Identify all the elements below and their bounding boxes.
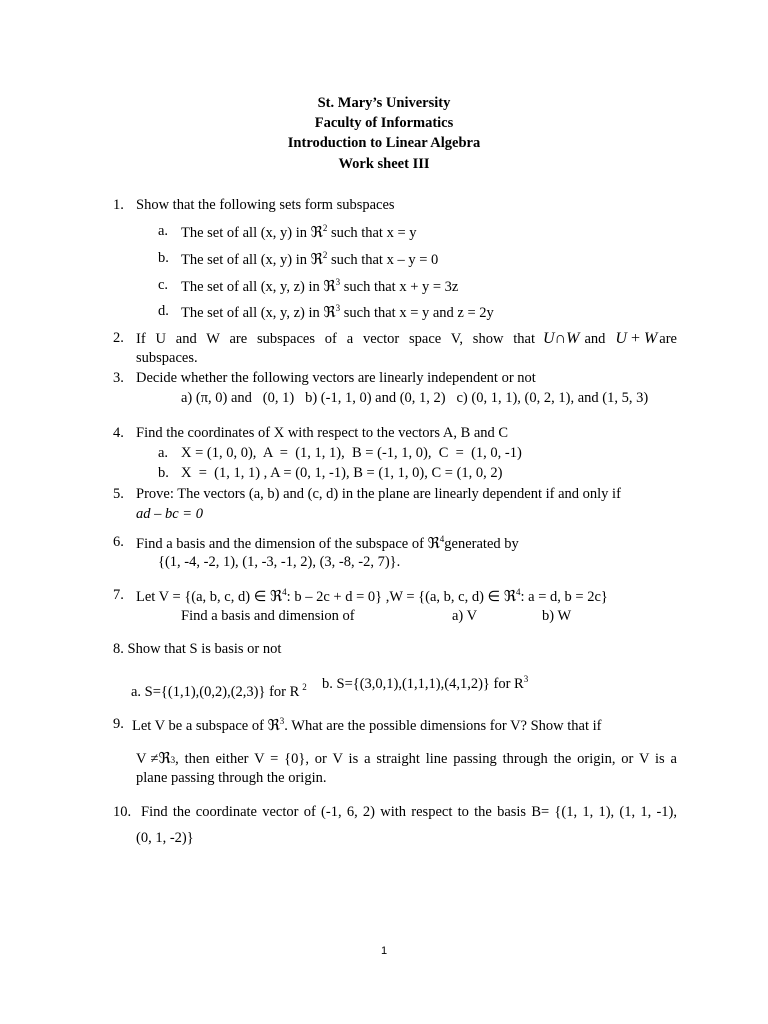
q2-union <box>543 331 579 347</box>
reals-icon: ℜ <box>310 250 323 268</box>
q5-formula: ad – bc = 0 <box>136 506 203 522</box>
q2-are: are <box>659 331 677 347</box>
q2-line2: subspaces. <box>136 350 198 366</box>
q9-number: 9. <box>113 716 124 732</box>
q2-w2: W <box>643 330 658 347</box>
element-of-icon: ∈ <box>253 589 267 605</box>
q9-p2: . What are the possible dimensions for V? Show that if <box>284 718 602 734</box>
q1d-label: d. <box>158 303 169 319</box>
q1d-post: such that x = y and z = 2y <box>343 305 494 321</box>
header-course: Introduction to Linear Algebra <box>287 135 481 151</box>
not-equal-icon: ≠ <box>150 751 159 767</box>
q1a-label: a. <box>158 223 169 239</box>
q6-post: generated by <box>444 536 519 552</box>
q2-u: U <box>542 330 555 347</box>
intersection-icon: ∩ <box>554 330 567 347</box>
q8b-exp: 3 <box>523 674 529 684</box>
q1a-exp: 2 <box>322 223 328 233</box>
q4-text: Find the coordinates of X with respect to the vectors A, B and C <box>136 425 509 441</box>
reals-icon: ℜ <box>310 223 323 241</box>
q8a-text: a. S={(1,1),(0,2),(2,3)} for R <box>131 684 300 700</box>
q6-pre: Find a basis and the dimension of the subspace of <box>136 536 424 552</box>
q9-line2 <box>136 751 677 767</box>
q1b-post: such that x – y = 0 <box>331 252 439 268</box>
element-of-icon: ∈ <box>487 589 501 605</box>
page-number: 1 <box>380 945 388 957</box>
q7-option-b: b) W <box>542 608 572 624</box>
q2-w: W <box>566 330 580 347</box>
q9-exp2: 3 <box>170 755 176 765</box>
q9-line <box>132 717 601 734</box>
q1a-pre: The set of all (x, y) in <box>181 225 308 241</box>
q9-l2b: , then either V = {0}, or V is a straight line passing through the origin, or V is a <box>175 751 677 767</box>
header-faculty: Faculty of Informatics <box>314 115 454 131</box>
reals-icon: ℜ <box>267 716 280 734</box>
q10-line2: (0, 1, -2)} <box>136 830 194 846</box>
reals-icon: ℜ <box>503 587 517 605</box>
q7-exp2: 4 <box>516 587 521 597</box>
plus-icon: + <box>630 330 640 347</box>
q7-p1: Let V = {(a, b, c, d) <box>136 589 251 605</box>
q1b-exp: 2 <box>322 250 328 260</box>
q7-number: 7. <box>113 587 124 603</box>
q7-line <box>136 588 608 605</box>
q5-text: Prove: The vectors (a, b) and (c, d) in the plane are linearly dependent if and only if <box>136 486 621 502</box>
q2-line <box>136 331 677 347</box>
q6-line <box>136 535 519 552</box>
q5-number: 5. <box>113 486 124 502</box>
q1b-label: b. <box>158 250 169 266</box>
q1c-post: such that x + y = 3z <box>343 279 459 295</box>
reals-icon: ℜ <box>269 587 283 605</box>
q8-text: 8. Show that S is basis or not <box>113 641 282 657</box>
q6-set: {(1, -4, -2, 1), (1, -3, -1, 2), (3, -8, -2, 7)}. <box>158 554 401 570</box>
q10-number: 10. <box>113 804 132 820</box>
q3-options: a) (π, 0) and (0, 1) b) (-1, 1, 0) and (0, 1, 2) c) (0, 1, 1), (0, 2, 1), and (1, 5, 3) <box>181 390 649 406</box>
q7-exp1: 4 <box>282 587 287 597</box>
q2-and: and <box>584 331 606 347</box>
q1d-exp: 3 <box>335 303 341 313</box>
q10-text: Find the coordinate vector of (-1, 6, 2) with respect to the basis B= {(1, 1, 1), (1, 1, -1), <box>141 804 677 820</box>
q4-number: 4. <box>113 425 124 441</box>
q1a-post: such that x = y <box>331 225 417 241</box>
q2-sum <box>615 331 657 347</box>
header-worksheet: Work sheet III <box>338 156 430 172</box>
q9-line3: plane passing through the origin. <box>136 770 327 786</box>
reals-icon: ℜ <box>323 277 336 295</box>
q4b-text: X = (1, 1, 1) , A = (0, 1, -1), B = (1, 1, 0), C = (1, 0, 2) <box>181 465 503 481</box>
q4a-text: X = (1, 0, 0), A = (1, 1, 1), B = (-1, 1, 0), C = (1, 0, -1) <box>181 445 522 461</box>
q1b-pre: The set of all (x, y) in <box>181 252 308 268</box>
q1d-item <box>181 304 494 321</box>
q8b <box>322 675 528 692</box>
q7-option-a: a) V <box>452 608 478 624</box>
q1c-item <box>181 278 458 295</box>
reals-icon: ℜ <box>323 303 336 321</box>
q9-v: V <box>136 751 147 767</box>
q6-exp: 4 <box>439 534 445 544</box>
q9-p1: Let V be a subspace of <box>132 718 264 734</box>
q1-number: 1. <box>113 197 124 213</box>
q1d-pre: The set of all (x, y, z) in <box>181 305 320 321</box>
q7-p2: : b – 2c + d = 0} ,W = {(a, b, c, d) <box>286 589 484 605</box>
q7-line2: Find a basis and dimension of <box>181 608 355 624</box>
q4b-label: b. <box>158 465 169 481</box>
q4a-label: a. <box>158 445 169 461</box>
q8a-exp: 2 <box>302 682 307 692</box>
q1c-label: c. <box>158 277 169 293</box>
q3-text: Decide whether the following vectors are linearly independent or not <box>136 370 536 386</box>
q1b-item <box>181 251 438 268</box>
q1c-exp: 3 <box>335 277 341 287</box>
q7-p3: : a = d, b = 2c} <box>520 589 608 605</box>
q6-number: 6. <box>113 534 124 550</box>
q8a <box>131 683 307 700</box>
q2-number: 2. <box>113 330 124 346</box>
q1c-pre: The set of all (x, y, z) in <box>181 279 320 295</box>
q2-text: If U and W are subspaces of a vector space V, show that <box>136 331 535 347</box>
q1-text: Show that the following sets form subspaces <box>136 197 395 213</box>
header-university: St. Mary’s University <box>317 95 451 111</box>
q2-u2: U <box>615 330 627 347</box>
q8b-text: b. S={(3,0,1),(1,1,1),(4,1,2)} for R <box>322 676 524 692</box>
reals-icon: ℜ <box>158 749 171 767</box>
q9-exp1: 3 <box>279 716 285 726</box>
q1a-item <box>181 224 417 241</box>
reals-icon: ℜ <box>427 534 440 552</box>
q3-number: 3. <box>113 370 124 386</box>
